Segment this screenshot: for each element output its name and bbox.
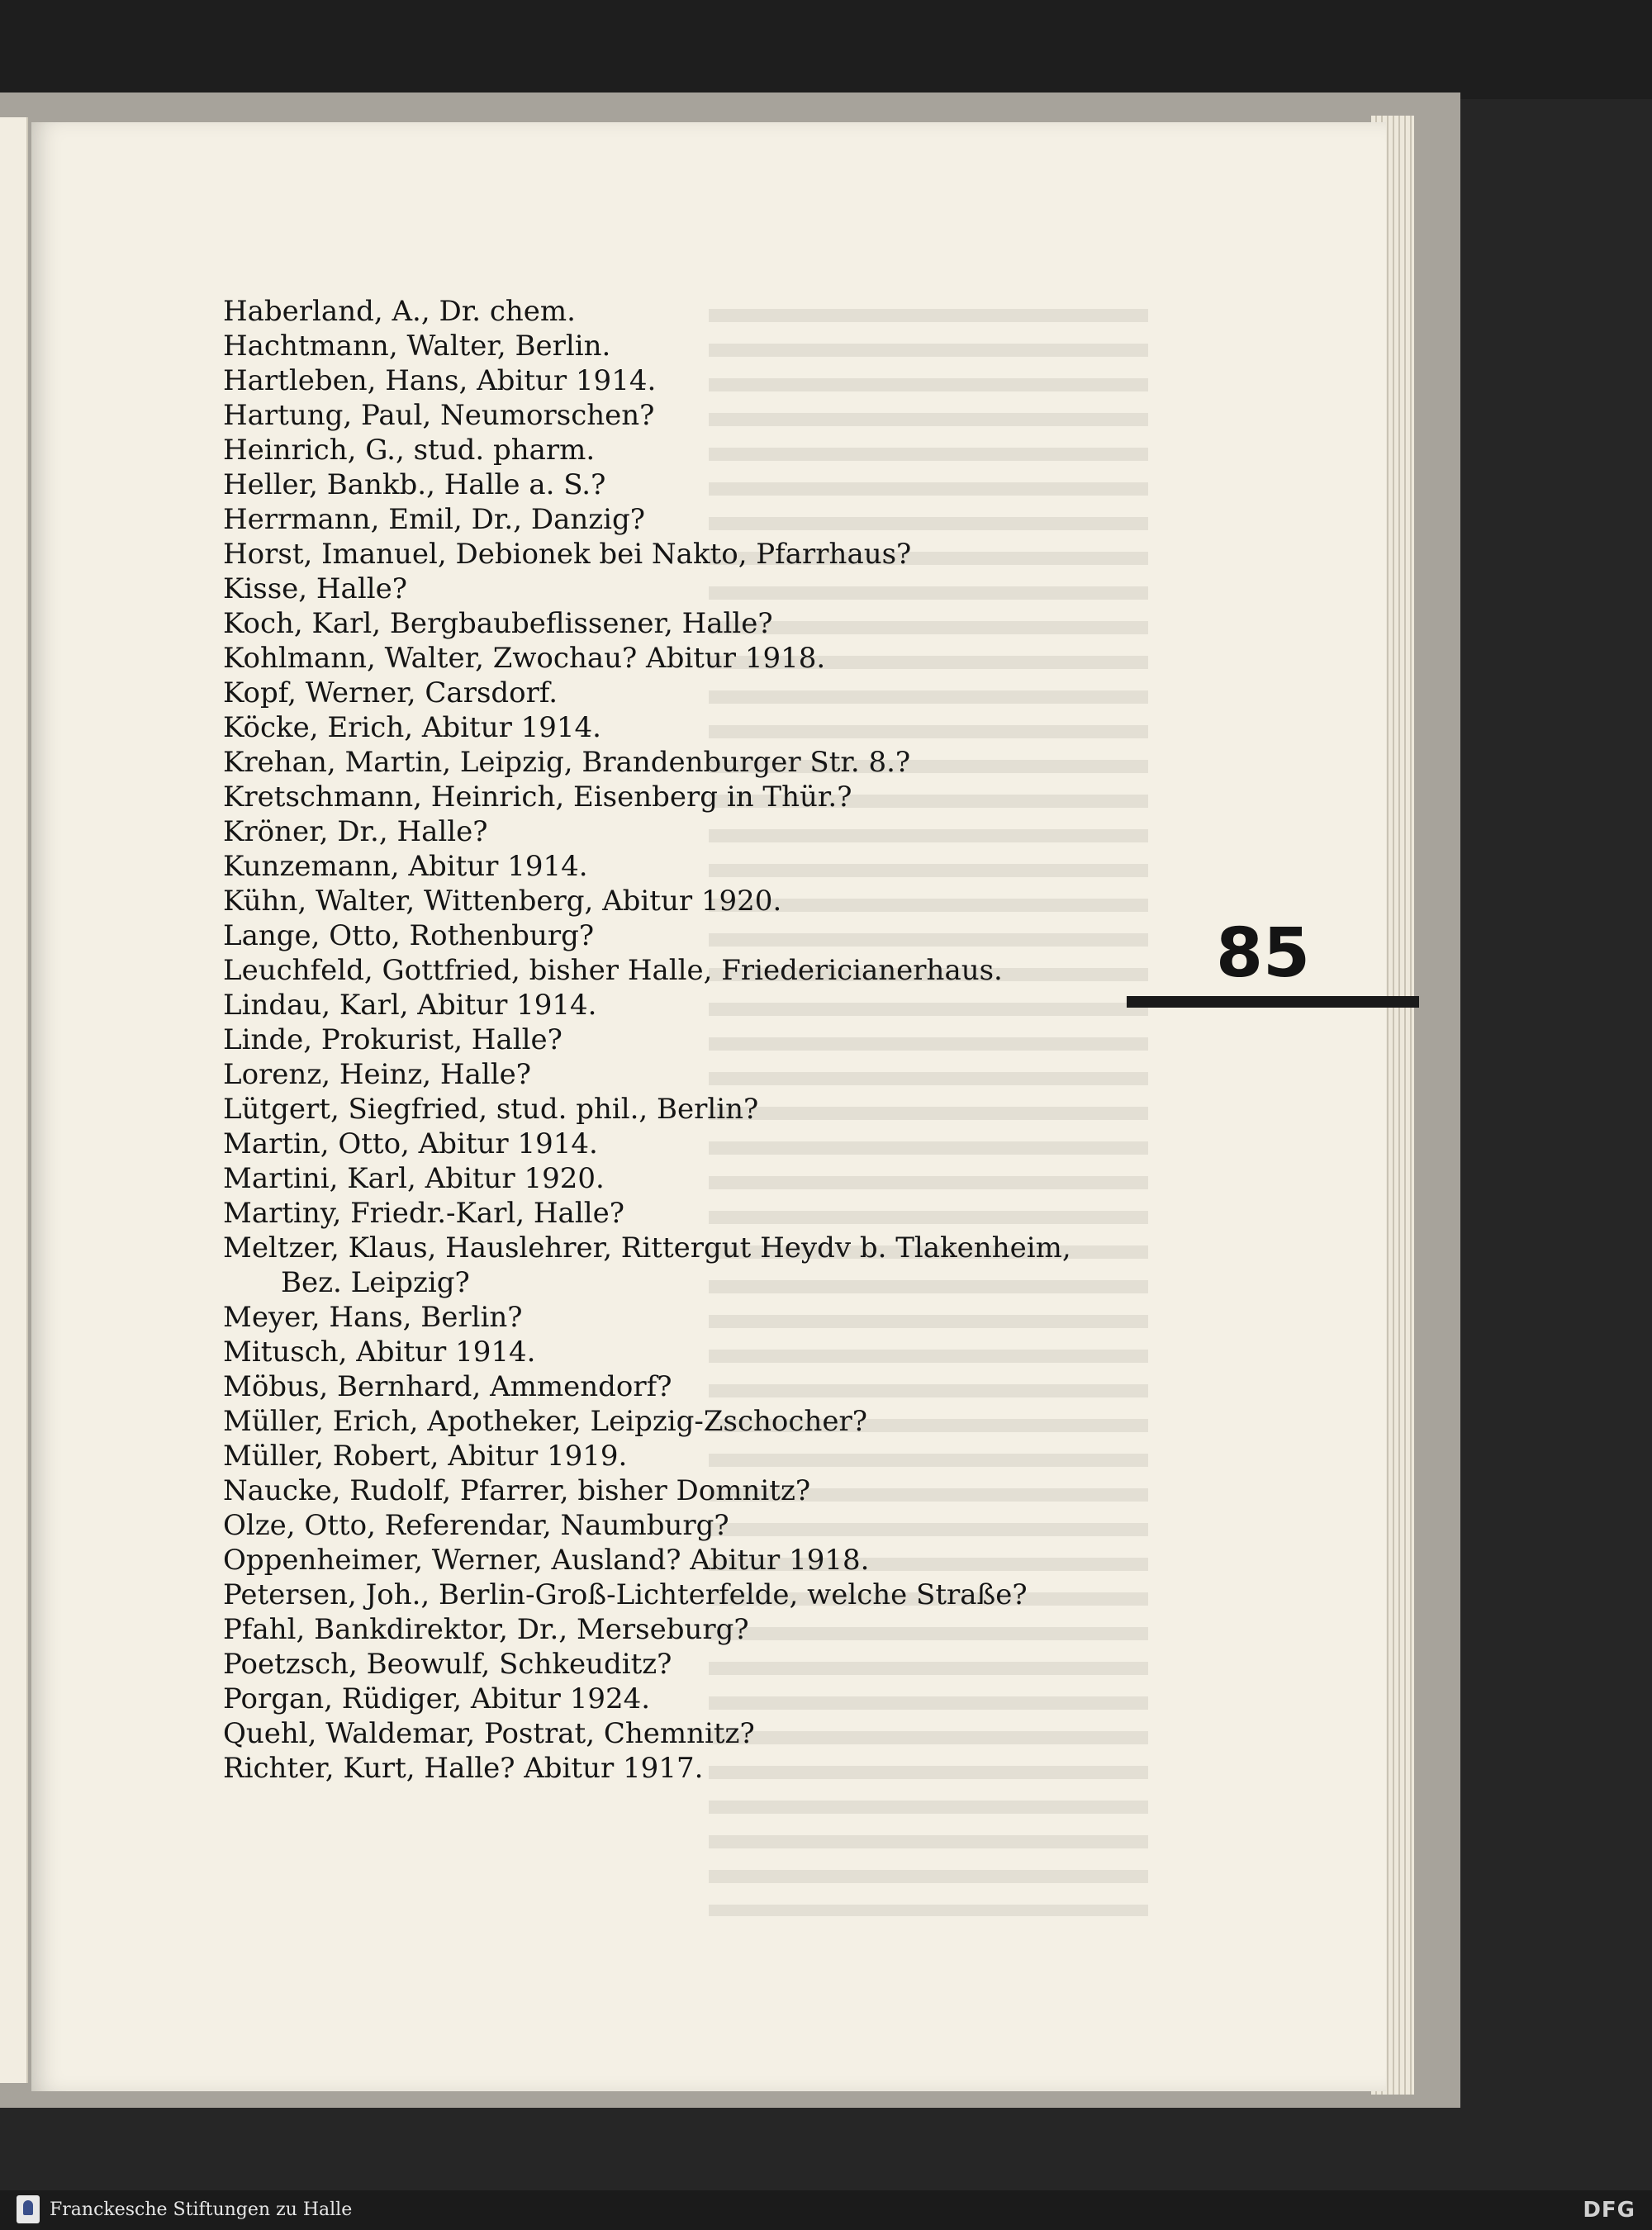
scanner-background [0, 0, 1652, 99]
list-entry: Naucke, Rudolf, Pfarrer, bisher Domnitz? [223, 1474, 811, 1507]
list-entry: Lorenz, Heinz, Halle? [223, 1058, 531, 1091]
page-number-rule [1127, 996, 1419, 1008]
list-entry: Poetzsch, Beowulf, Schkeuditz? [223, 1648, 672, 1681]
list-entry: Pfahl, Bankdirektor, Dr., Merseburg? [223, 1613, 749, 1646]
list-entry: Köcke, Erich, Abitur 1914. [223, 711, 601, 744]
list-entry: Meltzer, Klaus, Hauslehrer, Rittergut Heydv b. Tlakenheim, [223, 1231, 1071, 1264]
list-entry: Hartleben, Hans, Abitur 1914. [223, 364, 657, 397]
list-entry: Lindau, Karl, Abitur 1914. [223, 989, 597, 1022]
list-entry: Hachtmann, Walter, Berlin. [223, 330, 611, 363]
list-entry: Lange, Otto, Rothenburg? [223, 919, 595, 952]
list-entry: Kohlmann, Walter, Zwochau? Abitur 1918. [223, 642, 826, 675]
list-entry: Richter, Kurt, Halle? Abitur 1917. [223, 1752, 704, 1785]
list-entry: Hartung, Paul, Neumorschen? [223, 399, 655, 432]
list-entry: Haberland, A., Dr. chem. [223, 295, 576, 328]
list-entry: Porgan, Rüdiger, Abitur 1924. [223, 1682, 651, 1715]
list-entry: Martin, Otto, Abitur 1914. [223, 1127, 598, 1160]
list-entry: Müller, Erich, Apotheker, Leipzig-Zschocher? [223, 1405, 867, 1438]
address-list [223, 294, 1214, 1786]
left-page-edge [0, 117, 28, 2083]
list-entry: Oppenheimer, Werner, Ausland? Abitur 1918. [223, 1544, 870, 1577]
list-entry: Meyer, Hans, Berlin? [223, 1301, 523, 1334]
list-entry: Kretschmann, Heinrich, Eisenberg in Thür.? [223, 780, 852, 814]
list-entry: Leuchfeld, Gottfried, bisher Halle, Friedericianerhaus. [223, 954, 1003, 987]
list-entry: Möbus, Bernhard, Ammendorf? [223, 1370, 672, 1403]
list-entry-continuation: Bez. Leipzig? [281, 1266, 470, 1299]
list-entry: Kunzemann, Abitur 1914. [223, 850, 588, 883]
list-entry: Koch, Karl, Bergbaubeflissener, Halle? [223, 607, 773, 640]
page-number: 85 [1215, 914, 1311, 993]
list-entry: Linde, Prokurist, Halle? [223, 1023, 563, 1056]
list-entry: Petersen, Joh., Berlin-Groß-Lichterfelde, welche Straße? [223, 1578, 1028, 1611]
list-entry: Kopf, Werner, Carsdorf. [223, 676, 558, 709]
list-entry: Herrmann, Emil, Dr., Danzig? [223, 503, 646, 536]
list-entry: Heller, Bankb., Halle a. S.? [223, 468, 606, 501]
institution-logo-icon [17, 2195, 40, 2223]
list-entry: Quehl, Waldemar, Postrat, Chemnitz? [223, 1717, 755, 1750]
book-page [31, 122, 1386, 2091]
list-entry: Lütgert, Siegfried, stud. phil., Berlin? [223, 1093, 759, 1126]
list-entry: Krehan, Martin, Leipzig, Brandenburger Str. 8.? [223, 746, 911, 779]
list-entry: Müller, Robert, Abitur 1919. [223, 1440, 628, 1473]
dfg-logo: DFG [1583, 2198, 1635, 2223]
list-entry: Horst, Imanuel, Debionek bei Nakto, Pfarrhaus? [223, 538, 912, 571]
viewer-footer [0, 2190, 1652, 2230]
institution-name: Franckesche Stiftungen zu Halle [50, 2199, 353, 2220]
list-entry: Martini, Karl, Abitur 1920. [223, 1162, 605, 1195]
list-entry: Olze, Otto, Referendar, Naumburg? [223, 1509, 729, 1542]
list-entry: Kisse, Halle? [223, 572, 407, 605]
list-entry: Heinrich, G., stud. pharm. [223, 434, 596, 467]
list-entry: Kröner, Dr., Halle? [223, 815, 488, 848]
list-entry: Martiny, Friedr.-Karl, Halle? [223, 1197, 624, 1230]
list-entry: Kühn, Walter, Wittenberg, Abitur 1920. [223, 885, 782, 918]
list-entry: Mitusch, Abitur 1914. [223, 1336, 536, 1369]
